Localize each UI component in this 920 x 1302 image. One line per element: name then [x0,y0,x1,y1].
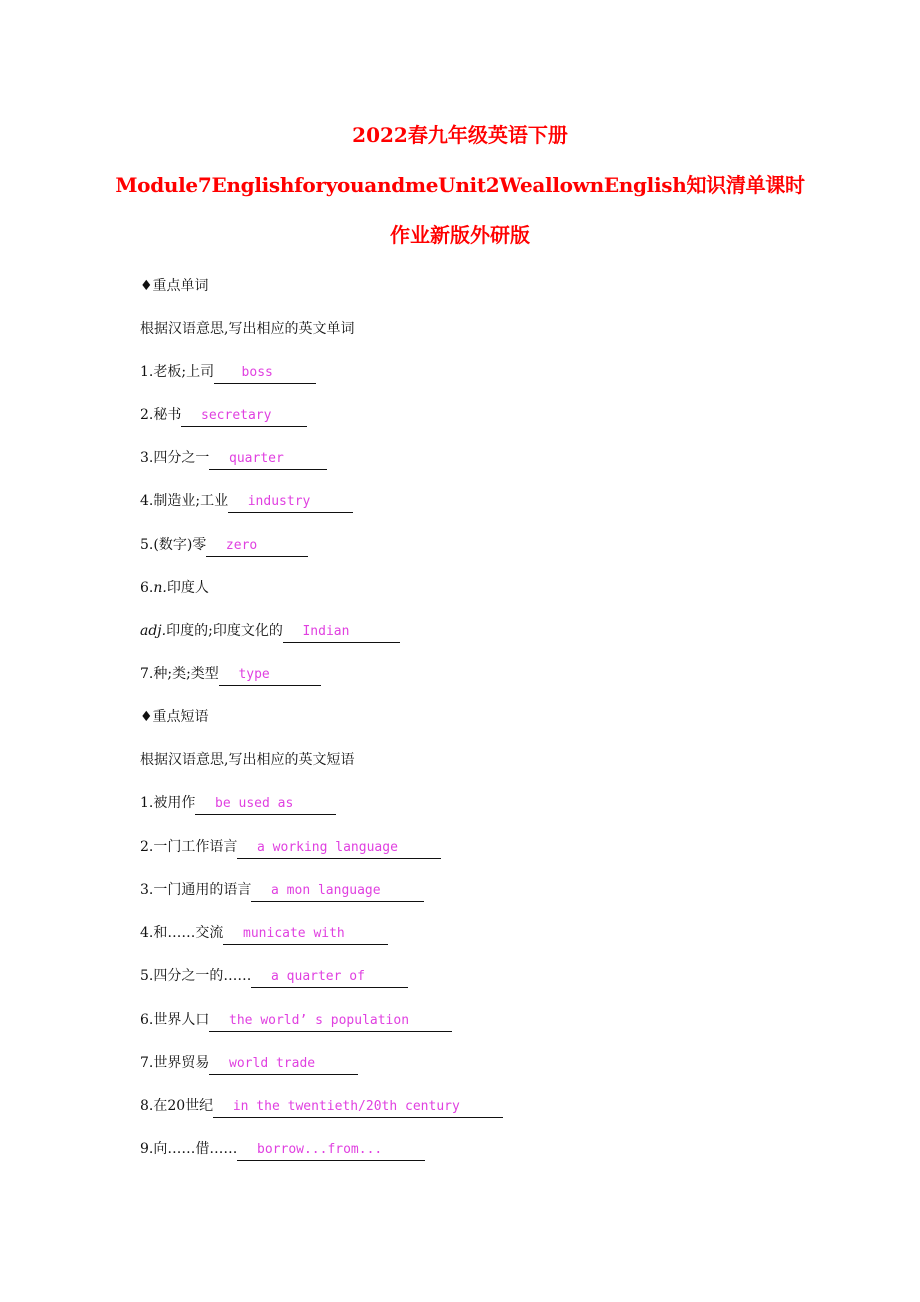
vocab-item-5 [140,535,308,557]
phrase-item-7 [140,1053,358,1075]
title-line-3: 作业新版外研版 [390,223,530,247]
phrase-answer: in the twentieth/20th century [213,1097,503,1118]
vocab-item-1 [140,362,316,384]
vocab-item-3 [140,448,327,470]
vocab-answer: secretary [181,406,306,427]
phrase-answer: world trade [209,1054,358,1075]
vocab-instruction: 根据汉语意思,写出相应的英文单词 [140,321,355,337]
phrase-answer: a working language [237,838,441,859]
vocab-item-4 [140,491,353,513]
vocab-answer: zero [206,536,308,557]
phrase-answer: a mon language [251,881,423,902]
vocab-item-6 [140,578,209,598]
vocab-item-6b [140,621,400,643]
phrase-item-2 [140,837,441,859]
phrase-prompt: 7.世界贸易 [140,1055,210,1071]
phrase-item-8 [140,1096,503,1118]
vocab-prompt: 2.秘书 [140,407,182,423]
vocab-item-7 [140,664,321,686]
phrase-prompt: 6.世界人口 [140,1012,210,1028]
vocab-prompt: 4.制造业;工业 [140,493,229,509]
vocab-prompt: 3.四分之一 [140,450,210,466]
vocab-prompt-rest: 印度人 [166,580,209,596]
phrase-item-5 [140,966,408,988]
part-of-speech: n. [153,580,167,596]
vocab-item-2 [140,405,307,427]
vocab-answer: boss [214,363,316,384]
vocab-answer: industry [228,492,353,513]
phrase-item-3 [140,880,424,902]
title-line-1: 2022春九年级英语下册 [352,123,568,147]
phrase-prompt: 9.向……借…… [140,1141,238,1157]
phrase-item-4 [140,923,388,945]
phrase-instruction: 根据汉语意思,写出相应的英文短语 [140,752,355,768]
phrase-prompt: 3.一门通用的语言 [140,882,252,898]
phrase-answer: the world’ s population [209,1011,452,1032]
phrase-item-1 [140,793,336,815]
vocab-prompt: 7.种;类;类型 [140,666,219,682]
vocab-answer: Indian [283,622,401,643]
vocab-answer: type [219,665,321,686]
phrase-prompt: 2.一门工作语言 [140,839,238,855]
phrase-item-9 [140,1139,425,1161]
phrase-heading: ♦重点短语 [140,709,209,725]
phrase-prompt: 5.四分之一的…… [140,968,252,984]
vocab-prompt: 印度的;印度文化的 [166,623,283,639]
vocab-answer: quarter [209,449,327,470]
phrase-prompt: 1.被用作 [140,795,196,811]
phrase-answer: borrow...from... [237,1140,425,1161]
phrase-item-6 [140,1010,452,1032]
part-of-speech: adj. [140,623,167,639]
phrase-prompt: 8.在20世纪 [140,1098,214,1114]
phrase-answer: a quarter of [251,967,408,988]
phrase-answer: be used as [195,794,336,815]
title-line-2: Module7EnglishforyouandmeUnit2WeallownEnglish知识清单课时 [115,173,805,197]
phrase-answer: municate with [223,924,388,945]
vocab-heading: ♦重点单词 [140,278,209,294]
vocab-prompt: 6. [140,580,154,596]
phrase-prompt: 4.和……交流 [140,925,224,941]
vocab-prompt: 5.(数字)零 [140,537,207,553]
vocab-prompt: 1.老板;上司 [140,364,215,380]
